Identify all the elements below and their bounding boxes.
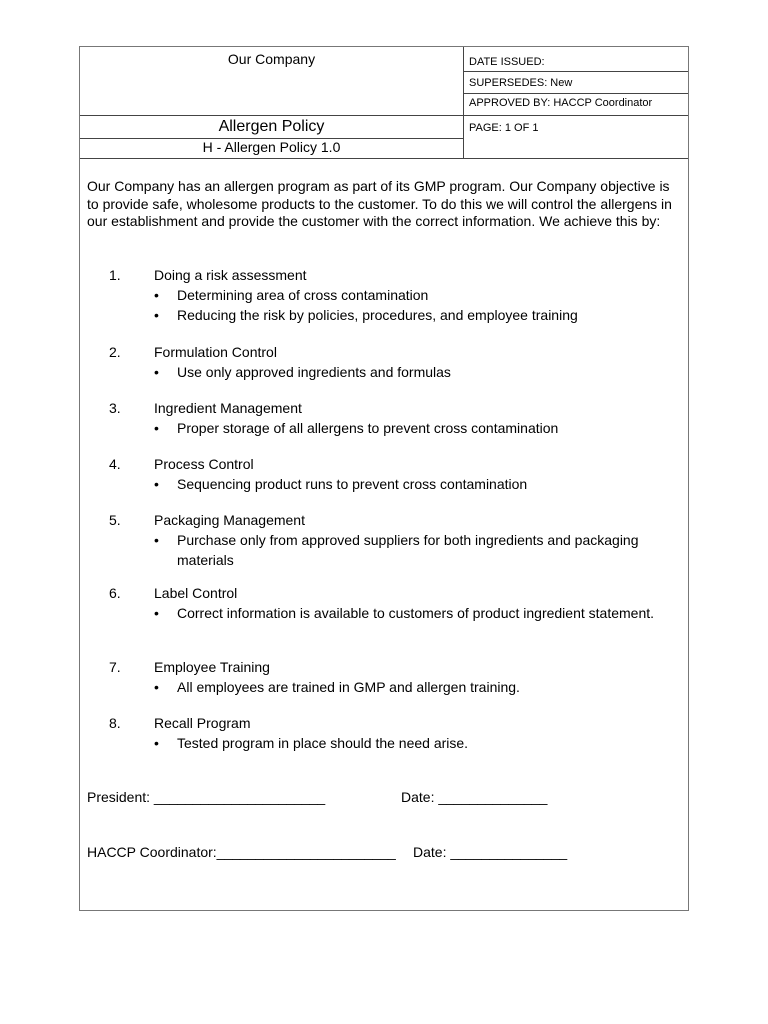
list-item-label: Doing a risk assessment: [154, 267, 307, 283]
bullet-text: Determining area of cross contamination: [177, 287, 429, 303]
list-item-label: Formulation Control: [154, 344, 277, 360]
list-item-label: Recall Program: [154, 715, 251, 731]
bullet-list: [154, 603, 684, 623]
page-number: PAGE: 1 OF 1: [469, 122, 539, 134]
bullet-text: Purchase only from approved suppliers for both ingredients and packaging materials: [177, 532, 639, 568]
meta-divider: [464, 71, 688, 72]
bullet-dot-icon: •: [154, 420, 159, 436]
document-title: Allergen Policy: [218, 118, 325, 135]
supersedes: SUPERSEDES: New: [469, 77, 573, 89]
bullet-list: [154, 677, 684, 697]
bullet-list: [154, 285, 684, 325]
bullet-dot-icon: •: [154, 532, 159, 548]
bullet-list: [154, 362, 684, 382]
bullet-text: Sequencing product runs to prevent cross contamination: [177, 476, 528, 492]
document-header: [80, 47, 688, 159]
bullet-list: [154, 733, 684, 753]
bullet-text: Use only approved ingredients and formulas: [177, 364, 451, 380]
president-date-line: Date: ______________: [401, 789, 548, 805]
bullet-dot-icon: •: [154, 605, 159, 621]
bullet-item: [154, 474, 684, 494]
bullet-list: [154, 418, 684, 438]
bullet-dot-icon: •: [154, 679, 159, 695]
bullet-text: Proper storage of all allergens to prevent cross contamination: [177, 420, 559, 436]
list-item-label: Label Control: [154, 585, 238, 601]
list-item-number: 4.: [109, 456, 121, 472]
bullet-item: [154, 418, 684, 438]
bullet-dot-icon: •: [154, 307, 159, 323]
title-row: [80, 115, 463, 139]
list-item-number: 3.: [109, 400, 121, 416]
bullet-text: Correct information is available to customers of product ingredient statement.: [177, 605, 655, 621]
bullet-item: [154, 603, 684, 623]
bullet-item: [154, 733, 684, 753]
list-item-label: Employee Training: [154, 659, 270, 675]
date-issued: DATE ISSUED:: [469, 56, 545, 68]
header-meta-block: [464, 47, 688, 158]
bullet-item: [154, 305, 684, 325]
list-item-number: 8.: [109, 715, 121, 731]
meta-divider: [464, 115, 688, 116]
list-item-number: 5.: [109, 512, 121, 528]
bullet-dot-icon: •: [154, 735, 159, 751]
bullet-item: [154, 530, 684, 570]
list-item-label: Packaging Management: [154, 512, 305, 528]
bullet-text: Tested program in place should the need arise.: [177, 735, 469, 751]
intro-paragraph: Our Company has an allergen program as part of its GMP program. Our Company objective is to provide safe, wholesome products to the customer. To do this we will control the allergens in our establishment and provide the customer with the correct information. We achieve this by:: [87, 178, 672, 229]
document-code: H - Allergen Policy 1.0: [202, 139, 341, 155]
header-title-block: [80, 47, 464, 158]
bullet-item: [154, 677, 684, 697]
approved-by: APPROVED BY: HACCP Coordinator: [469, 97, 653, 109]
list-item-number: 7.: [109, 659, 121, 675]
list-item-label: Process Control: [154, 456, 254, 472]
bullet-text: All employees are trained in GMP and allergen training.: [177, 679, 520, 695]
bullet-dot-icon: •: [154, 364, 159, 380]
haccp-date-line: Date: _______________: [413, 844, 568, 860]
bullet-list: [154, 530, 684, 570]
meta-divider: [464, 93, 688, 94]
haccp-signature-line: HACCP Coordinator:_______________________: [87, 844, 396, 860]
list-item-number: 1.: [109, 267, 121, 283]
list-item-label: Ingredient Management: [154, 400, 302, 416]
bullet-dot-icon: •: [154, 287, 159, 303]
bullet-item: [154, 362, 684, 382]
bullet-item: [154, 285, 684, 305]
company-name: Our Company: [227, 51, 316, 67]
policy-document: [79, 46, 689, 911]
president-signature-line: President: ______________________: [87, 789, 326, 805]
bullet-list: [154, 474, 684, 494]
bullet-dot-icon: •: [154, 476, 159, 492]
list-item-number: 6.: [109, 585, 121, 601]
bullet-text: Reducing the risk by policies, procedures, and employee training: [177, 307, 578, 323]
list-item-number: 2.: [109, 344, 121, 360]
